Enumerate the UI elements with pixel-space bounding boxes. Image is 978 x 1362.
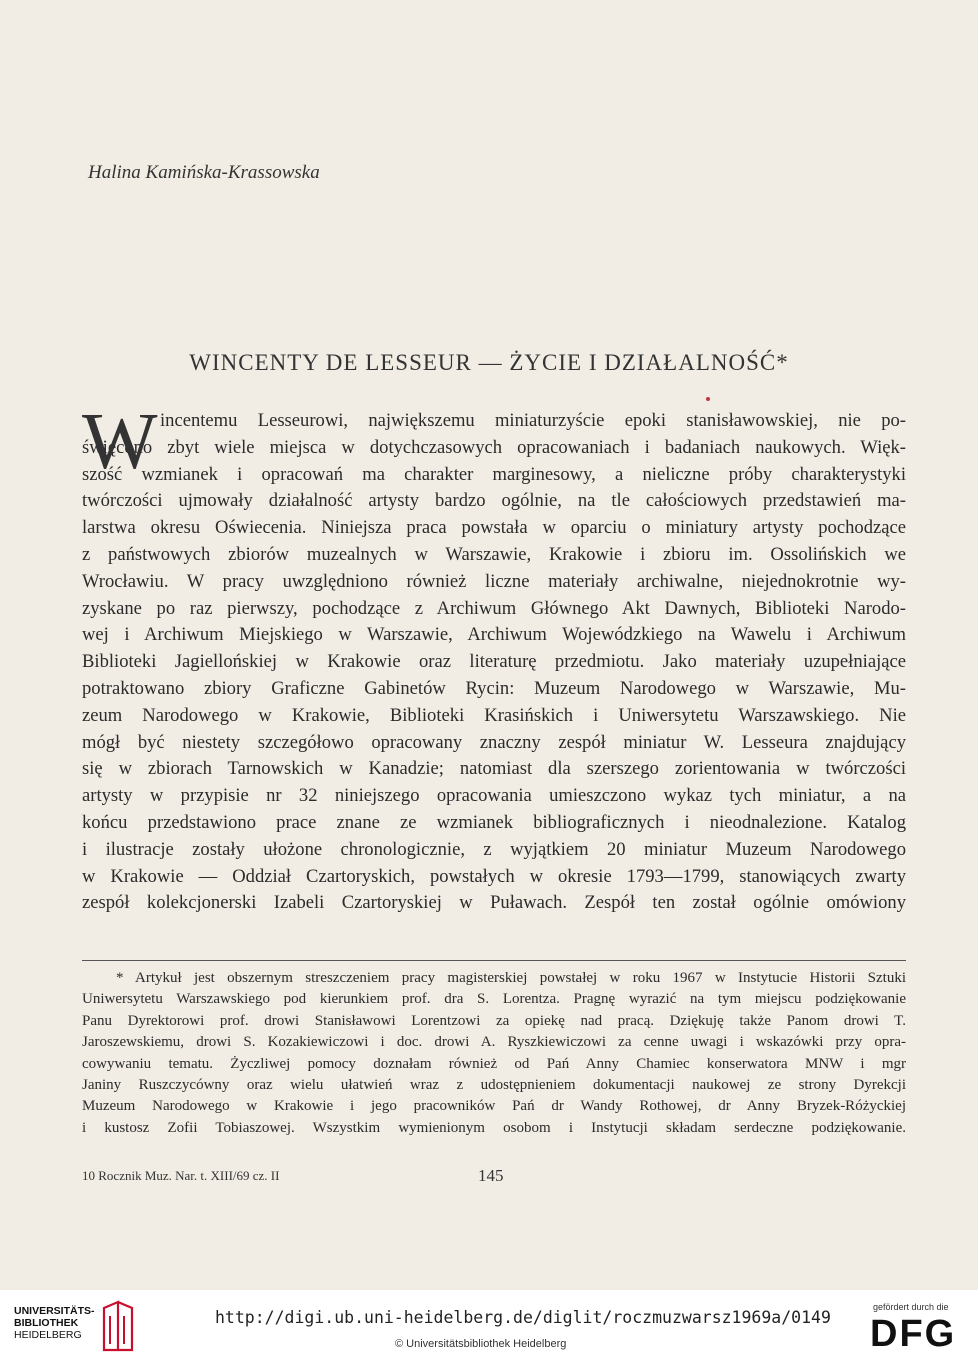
printer-signature: 10 Rocznik Muz. Nar. t. XIII/69 cz. II [82,1168,280,1183]
article-body [82,398,906,917]
dfg-logo[interactable]: DFG [870,1313,957,1355]
footnote-line: cowywaniu tematu. Życzliwej pomocy doznałam również od Pań Anny Chamiec konserwatora MNW i mgr [82,1055,906,1072]
body-line: wej i Archiwum Miejskiego w Warszawie, Archiwum Wojewódzkiego na Wawelu i Archiwum [82,624,906,646]
body-line: święcono zbyt wiele miejsca w dotychczasowych opracowaniach i badaniach naukowych. Więk- [82,436,906,458]
body-line: zyskane po raz pierwszy, pochodzące z Archiwum Głównego Akt Dawnych, Biblioteki Narodo- [82,597,906,619]
page-number: 145 [478,1166,504,1185]
viewer-footer [0,1290,978,1362]
article-title: WINCENTY DE LESSEUR — ŻYCIE I DZIAŁALNOŚĆ* [189,350,789,375]
body-line: i ilustracje zostały ułożone chronologicznie, z wyjątkiem 20 miniatur Muzeum Narodowego [82,838,906,860]
body-line: szość wzmianek i opracowań ma charakter marginesowy, a nieliczne próby charakterystyki [82,463,906,485]
body-line: incentemu Lesseurowi, największemu miniaturzyście epoki stanisławowskiej, nie po- [160,410,906,431]
body-line: zespół kolekcjonerski Izabeli Czartoryskiej w Puławach. Zespół ten został ogólnie omówiony [82,892,906,914]
ub-mark-icon [100,1298,136,1354]
footnote-line: * Artykuł jest obszernym streszczeniem pracy magisterskiej powstałej w roku 1967 w Instytucie Historii Sztuki [116,970,906,986]
body-line: zeum Narodowego w Krakowie, Biblioteki Krasińskich i Uniwersytetu Warszawskiego. Nie [82,704,906,726]
footnote-line: i kustosz Zofii Tobiaszowej. Wszystkim wymienionym osobom i Instytucji składam serdeczne podziękowanie. [82,1119,906,1136]
body-line: z państwowych zbiorów muzealnych w Warszawie, Krakowie i zbioru im. Ossolińskich we [82,543,906,565]
footnote [82,968,906,1139]
footnote-line: Janiny Ruszczycówny oraz wielu ułatwień wraz z udostępnieniem dokumentacji naukowej ze strony Dyrekcji [82,1076,906,1093]
body-line: twórczości ujmowały działalność artysty bardzo ogólnie, na tle całościowych przedstawień ma- [82,490,906,512]
body-line: Wrocławiu. W pracy uwzględniono również liczne materiały archiwalne, niejednokrotnie wy- [82,570,906,592]
footnote-line: Jaroszewskiemu, drowi S. Kozakiewiczowi i doc. drowi A. Ryszkiewiczowi za cenne uwagi i wskazówki przy opra- [82,1034,906,1051]
footnote-line: Panu Dyrektorowi prof. drowi Stanisławowi Lorentzowi za opiekę nad pracą. Dziękuję także Panom drowi T. [82,1012,906,1029]
logo-line-1: UNIVERSITÄTS- [14,1305,95,1317]
footnote-rule [82,960,906,961]
copyright-text: © Universitätsbibliothek Heidelberg [395,1338,567,1350]
footnote-line: Muzeum Narodowego w Krakowie i jego pracowników Pań dr Wandy Rothowej, dr Anny Bryzek-Różyckiej [82,1098,906,1115]
drop-cap: W [82,398,158,486]
body-line: mógł być niestety szczegółowo opracowany znaczny zespół miniatur W. Lesseura znajdujący [82,731,906,753]
body-line: Biblioteki Jagiellońskiej w Krakowie oraz literaturę przedmiotu. Jako materiały uzupełniające [82,651,906,673]
permalink-url[interactable]: http://digi.ub.uni-heidelberg.de/diglit/roczmuzwarsz1969a/0149 [215,1308,831,1327]
funding-label: gefördert durch die [873,1302,949,1312]
body-line: potraktowano zbiory Graficzne Gabinetów Rycin: Muzeum Narodowego w Warszawie, Mu- [82,677,906,699]
logo-line-2: BIBLIOTHEK [14,1317,79,1329]
ub-heidelberg-logo[interactable] [14,1305,106,1341]
body-line: larstwa okresu Oświecenia. Niniejsza praca powstała w oparciu o miniatury artysty pochodzące [82,517,906,539]
logo-line-3: HEIDELBERG [14,1329,82,1341]
body-line: się w zbiorach Tarnowskich w Kanadzie; natomiast dla szerszego zorientowania w twórczości [82,758,906,780]
body-line: końcu przedstawiono prace znane ze wzmianek bibliograficznych i nieodnalezione. Katalog [82,811,906,833]
body-line: artysty w przypisie nr 32 niniejszego opracowania umieszczono wykaz tych miniatur, a na [82,785,906,807]
ink-speck [706,397,710,401]
footnote-line: Uniwersytetu Warszawskiego pod kierunkiem prof. dra S. Lorentza. Pragnę wyrazić na tym miejscu podziękowanie [82,991,906,1008]
author-name: Halina Kamińska-Krassowska [88,162,320,183]
body-line: w Krakowie — Oddział Czartoryskich, powstałych w okresie 1793—1799, stanowiących zwarty [82,865,906,887]
